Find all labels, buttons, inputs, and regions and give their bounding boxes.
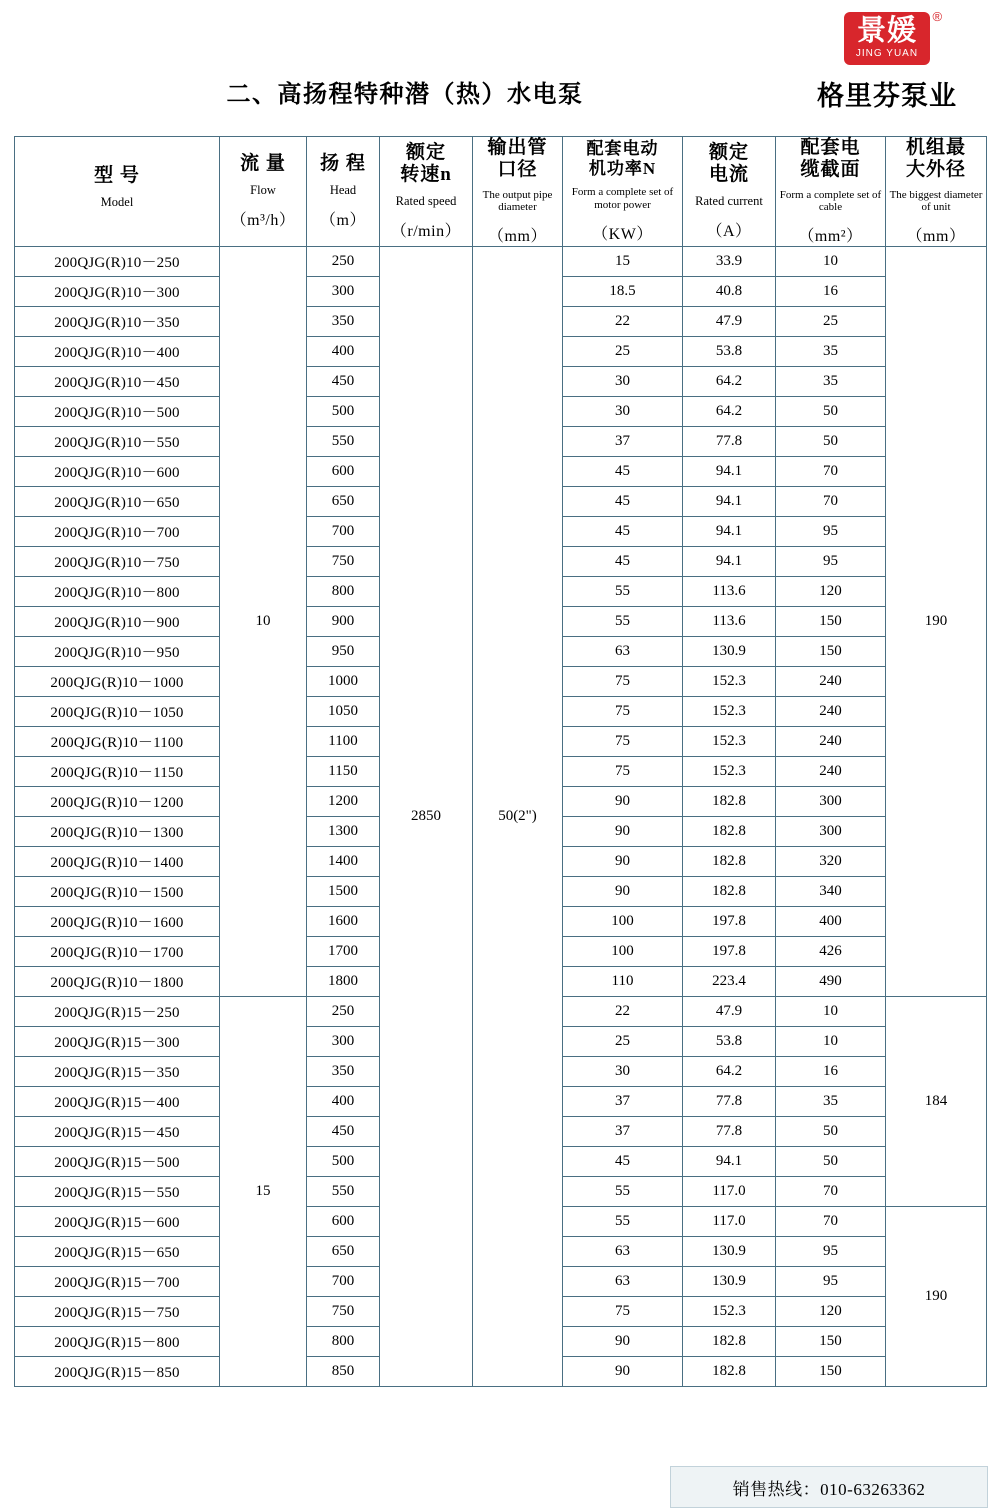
col-header-model-en: Model [100,194,134,209]
cell-rated-current: 64.2 [683,1056,776,1086]
col-header-rated-speed-en: Rated speed [395,194,457,209]
cell-model: 200QJG(R)10－750 [15,546,220,576]
cell-cable-section: 150 [776,1356,886,1386]
cell-head: 300 [307,1026,380,1056]
cell-head: 650 [307,1236,380,1266]
cell-head: 700 [307,516,380,546]
cell-model: 200QJG(R)10－1000 [15,666,220,696]
page-title: 二、高扬程特种潜（热）水电泵 [226,82,584,108]
cell-rated-current: 182.8 [683,846,776,876]
col-header-unit-diameter-cn2: 大外径 [905,158,966,180]
cell-motor-power: 100 [563,906,683,936]
cell-head: 950 [307,636,380,666]
cell-rated-current: 94.1 [683,486,776,516]
cell-rated-current: 117.0 [683,1206,776,1236]
cell-model: 200QJG(R)10－650 [15,486,220,516]
page-header [0,0,1000,130]
col-header-motor-power-unit: （KW） [592,225,653,243]
cell-motor-power: 55 [563,1206,683,1236]
cell-cable-section: 240 [776,666,886,696]
cell-rated-current: 77.8 [683,1116,776,1146]
cell-cable-section: 150 [776,1326,886,1356]
cell-cable-section: 35 [776,1086,886,1116]
cell-motor-power: 45 [563,546,683,576]
cell-unit-diameter: 190 [886,1206,987,1386]
col-header-rated-current-unit: （A） [706,222,752,240]
cell-rated-current: 47.9 [683,306,776,336]
cell-cable-section: 50 [776,1116,886,1146]
cell-model: 200QJG(R)10－900 [15,606,220,636]
cell-motor-power: 110 [563,966,683,996]
cell-motor-power: 90 [563,846,683,876]
cell-rated-current: 53.8 [683,336,776,366]
cell-motor-power: 90 [563,1356,683,1386]
cell-rated-current: 182.8 [683,786,776,816]
cell-head: 600 [307,1206,380,1236]
cell-head: 650 [307,486,380,516]
cell-motor-power: 100 [563,936,683,966]
cell-head: 550 [307,426,380,456]
cell-model: 200QJG(R)10－1800 [15,966,220,996]
cell-pipe-diameter: 50(2") [473,246,563,1386]
cell-rated-current: 113.6 [683,606,776,636]
table-row [15,246,987,276]
col-header-flow-en: Flow [250,183,276,198]
cell-rated-current: 64.2 [683,366,776,396]
cell-cable-section: 35 [776,366,886,396]
cell-cable-section: 120 [776,1296,886,1326]
cell-rated-current: 182.8 [683,1356,776,1386]
table-body [15,246,987,1386]
cell-flow: 15 [220,996,307,1386]
cell-motor-power: 75 [563,1296,683,1326]
cell-motor-power: 45 [563,1146,683,1176]
cell-motor-power: 30 [563,396,683,426]
col-header-model [15,137,220,247]
cell-motor-power: 75 [563,726,683,756]
cell-rated-current: 130.9 [683,1236,776,1266]
cell-model: 200QJG(R)10－1300 [15,816,220,846]
cell-head: 850 [307,1356,380,1386]
cell-rated-current: 53.8 [683,1026,776,1056]
cell-rated-current: 94.1 [683,1146,776,1176]
cell-model: 200QJG(R)10－450 [15,366,220,396]
cell-model: 200QJG(R)10－600 [15,456,220,486]
col-header-cable-section-cn2: 缆截面 [800,158,861,180]
cell-head: 800 [307,1326,380,1356]
cell-model: 200QJG(R)15－750 [15,1296,220,1326]
cell-rated-speed: 2850 [380,246,473,1386]
cell-cable-section: 70 [776,1206,886,1236]
cell-rated-current: 152.3 [683,1296,776,1326]
cell-model: 200QJG(R)15－250 [15,996,220,1026]
cell-head: 1700 [307,936,380,966]
cell-cable-section: 300 [776,816,886,846]
cell-cable-section: 16 [776,276,886,306]
logo-pinyin-name: JING YUAN [855,48,919,59]
cell-model: 200QJG(R)15－550 [15,1176,220,1206]
cell-cable-section: 10 [776,1026,886,1056]
cell-cable-section: 150 [776,606,886,636]
cell-model: 200QJG(R)10－950 [15,636,220,666]
cell-head: 350 [307,1056,380,1086]
cell-model: 200QJG(R)15－400 [15,1086,220,1116]
cell-motor-power: 25 [563,336,683,366]
cell-rated-current: 223.4 [683,966,776,996]
cell-motor-power: 63 [563,1266,683,1296]
cell-model: 200QJG(R)15－800 [15,1326,220,1356]
cell-rated-current: 197.8 [683,906,776,936]
cell-head: 750 [307,1296,380,1326]
col-header-pipe-diameter-en: The output pipe diameter [482,188,553,214]
cell-unit-diameter: 190 [886,246,987,996]
col-header-model-cn: 型 号 [94,164,140,186]
cell-cable-section: 490 [776,966,886,996]
cell-rated-current: 152.3 [683,666,776,696]
cell-motor-power: 18.5 [563,276,683,306]
cell-model: 200QJG(R)10－350 [15,306,220,336]
cell-model: 200QJG(R)15－450 [15,1116,220,1146]
col-header-motor-power [563,137,683,247]
cell-cable-section: 35 [776,336,886,366]
col-header-unit-diameter [886,137,987,247]
cell-head: 350 [307,306,380,336]
cell-motor-power: 63 [563,636,683,666]
cell-rated-current: 64.2 [683,396,776,426]
cell-cable-section: 95 [776,516,886,546]
col-header-motor-power-cn1: 配套电动 [586,139,659,159]
cell-cable-section: 300 [776,786,886,816]
cell-cable-section: 10 [776,996,886,1026]
cell-cable-section: 50 [776,396,886,426]
cell-head: 1100 [307,726,380,756]
cell-cable-section: 70 [776,456,886,486]
cell-head: 450 [307,1116,380,1146]
cell-cable-section: 70 [776,486,886,516]
cell-model: 200QJG(R)10－400 [15,336,220,366]
cell-unit-diameter: 184 [886,996,987,1206]
cell-motor-power: 45 [563,456,683,486]
cell-rated-current: 113.6 [683,576,776,606]
cell-cable-section: 120 [776,576,886,606]
cell-head: 900 [307,606,380,636]
col-header-rated-current [683,137,776,247]
col-header-rated-speed-cn1: 额定 [405,142,446,164]
cell-model: 200QJG(R)10－250 [15,246,220,276]
logo-badge [844,9,943,65]
cell-model: 200QJG(R)15－300 [15,1026,220,1056]
col-header-cable-section-unit: （mm²） [798,227,863,245]
cell-cable-section: 10 [776,246,886,276]
col-header-unit-diameter-unit: （mm） [906,227,966,245]
cell-cable-section: 400 [776,906,886,936]
col-header-pipe-diameter-cn2: 口径 [497,158,538,180]
cell-model: 200QJG(R)10－500 [15,396,220,426]
col-header-unit-diameter-en: The biggest diameter of unit [889,188,983,214]
cell-rated-current: 182.8 [683,1326,776,1356]
cell-motor-power: 22 [563,306,683,336]
cell-model: 200QJG(R)15－650 [15,1236,220,1266]
cell-head: 500 [307,1146,380,1176]
sales-hotline-text: 销售热线：010-63263362 [732,1479,926,1499]
col-header-flow [220,137,307,247]
cell-head: 1800 [307,966,380,996]
table-header-row [15,137,987,247]
cell-rated-current: 152.3 [683,696,776,726]
col-header-pipe-diameter [473,137,563,247]
cell-motor-power: 55 [563,606,683,636]
cell-rated-current: 130.9 [683,1266,776,1296]
cell-rated-current: 40.8 [683,276,776,306]
cell-head: 1200 [307,786,380,816]
cell-motor-power: 90 [563,816,683,846]
cell-model: 200QJG(R)10－1400 [15,846,220,876]
cell-rated-current: 152.3 [683,726,776,756]
logo-chinese-name: 景媛 [856,15,917,47]
cell-rated-current: 47.9 [683,996,776,1026]
col-header-flow-unit: （m³/h） [230,211,296,229]
cell-model: 200QJG(R)10－800 [15,576,220,606]
cell-motor-power: 90 [563,1326,683,1356]
cell-motor-power: 30 [563,1056,683,1086]
cell-cable-section: 95 [776,546,886,576]
cell-model: 200QJG(R)15－850 [15,1356,220,1386]
cell-head: 1400 [307,846,380,876]
cell-motor-power: 15 [563,246,683,276]
cell-motor-power: 55 [563,1176,683,1206]
cell-motor-power: 75 [563,696,683,726]
cell-motor-power: 37 [563,426,683,456]
cell-cable-section: 426 [776,936,886,966]
cell-model: 200QJG(R)10－700 [15,516,220,546]
cell-rated-current: 77.8 [683,1086,776,1116]
cell-motor-power: 75 [563,756,683,786]
cell-motor-power: 25 [563,1026,683,1056]
cell-rated-current: 94.1 [683,456,776,486]
cell-model: 200QJG(R)10－1600 [15,906,220,936]
cell-model: 200QJG(R)15－600 [15,1206,220,1236]
cell-model: 200QJG(R)10－1700 [15,936,220,966]
cell-head: 250 [307,246,380,276]
cell-cable-section: 240 [776,696,886,726]
cell-rated-current: 94.1 [683,546,776,576]
cell-cable-section: 95 [776,1266,886,1296]
cell-model: 200QJG(R)10－300 [15,276,220,306]
col-header-flow-cn: 流 量 [240,153,286,175]
cell-model: 200QJG(R)10－1050 [15,696,220,726]
cell-motor-power: 37 [563,1116,683,1146]
brand-name: 格里芬泵业 [817,81,957,111]
cell-model: 200QJG(R)15－500 [15,1146,220,1176]
cell-motor-power: 63 [563,1236,683,1266]
cell-head: 1500 [307,876,380,906]
cell-motor-power: 45 [563,516,683,546]
col-header-motor-power-cn2: 机功率N [588,158,657,178]
cell-head: 600 [307,456,380,486]
cell-rated-current: 33.9 [683,246,776,276]
cell-rated-current: 130.9 [683,636,776,666]
cell-model: 200QJG(R)10－1150 [15,756,220,786]
col-header-head-en: Head [329,183,357,198]
cell-motor-power: 30 [563,366,683,396]
col-header-unit-diameter-cn1: 机组最 [905,137,966,158]
col-header-rated-speed-unit: （r/min） [390,222,462,240]
cell-head: 300 [307,276,380,306]
col-header-cable-section-cn1: 配套电 [800,137,861,158]
cell-rated-current: 94.1 [683,516,776,546]
cell-head: 800 [307,576,380,606]
cell-model: 200QJG(R)10－1500 [15,876,220,906]
cell-rated-current: 182.8 [683,816,776,846]
cell-head: 250 [307,996,380,1026]
col-header-head [307,137,380,247]
registered-mark-icon: ® [932,9,943,24]
cell-head: 400 [307,336,380,366]
cell-model: 200QJG(R)10－1100 [15,726,220,756]
cell-model: 200QJG(R)15－350 [15,1056,220,1086]
cell-cable-section: 340 [776,876,886,906]
cell-head: 1050 [307,696,380,726]
cell-cable-section: 25 [776,306,886,336]
cell-model: 200QJG(R)10－550 [15,426,220,456]
cell-head: 400 [307,1086,380,1116]
cell-rated-current: 182.8 [683,876,776,906]
col-header-rated-speed-cn2: 转速n [400,164,452,186]
col-header-rated-current-en: Rated current [695,194,763,209]
cell-motor-power: 55 [563,576,683,606]
spec-table [14,136,987,1387]
cell-cable-section: 240 [776,756,886,786]
col-header-rated-current-cn2: 电流 [708,164,749,186]
cell-cable-section: 95 [776,1236,886,1266]
cell-head: 700 [307,1266,380,1296]
col-header-head-unit: （m） [320,211,366,229]
col-header-cable-section [776,137,886,247]
cell-head: 450 [307,366,380,396]
cell-motor-power: 22 [563,996,683,1026]
cell-motor-power: 37 [563,1086,683,1116]
cell-motor-power: 75 [563,666,683,696]
cell-motor-power: 90 [563,786,683,816]
cell-rated-current: 152.3 [683,756,776,786]
cell-model: 200QJG(R)10－1200 [15,786,220,816]
cell-model: 200QJG(R)15－700 [15,1266,220,1296]
cell-head: 1000 [307,666,380,696]
cell-cable-section: 50 [776,1146,886,1176]
col-header-pipe-diameter-unit: （mm） [488,227,547,245]
col-header-head-cn: 扬 程 [320,153,366,175]
col-header-rated-speed [380,137,473,247]
cell-cable-section: 320 [776,846,886,876]
cell-cable-section: 50 [776,426,886,456]
cell-rated-current: 117.0 [683,1176,776,1206]
cell-rated-current: 197.8 [683,936,776,966]
cell-rated-current: 77.8 [683,426,776,456]
cell-cable-section: 70 [776,1176,886,1206]
cell-head: 750 [307,546,380,576]
cell-flow: 10 [220,246,307,996]
cell-cable-section: 240 [776,726,886,756]
col-header-pipe-diameter-cn1: 输出管 [487,137,548,158]
spec-table-container [14,136,986,1387]
cell-head: 1600 [307,906,380,936]
cell-motor-power: 45 [563,486,683,516]
cell-head: 550 [307,1176,380,1206]
col-header-rated-current-cn1: 额定 [708,142,749,164]
cell-cable-section: 150 [776,636,886,666]
cell-motor-power: 90 [563,876,683,906]
cell-cable-section: 16 [776,1056,886,1086]
col-header-cable-section-en: Form a complete set of cable [779,188,882,214]
cell-head: 1150 [307,756,380,786]
sales-hotline [670,1466,988,1508]
cell-head: 1300 [307,816,380,846]
cell-head: 500 [307,396,380,426]
col-header-motor-power-en: Form a complete set of motor power [571,186,674,212]
